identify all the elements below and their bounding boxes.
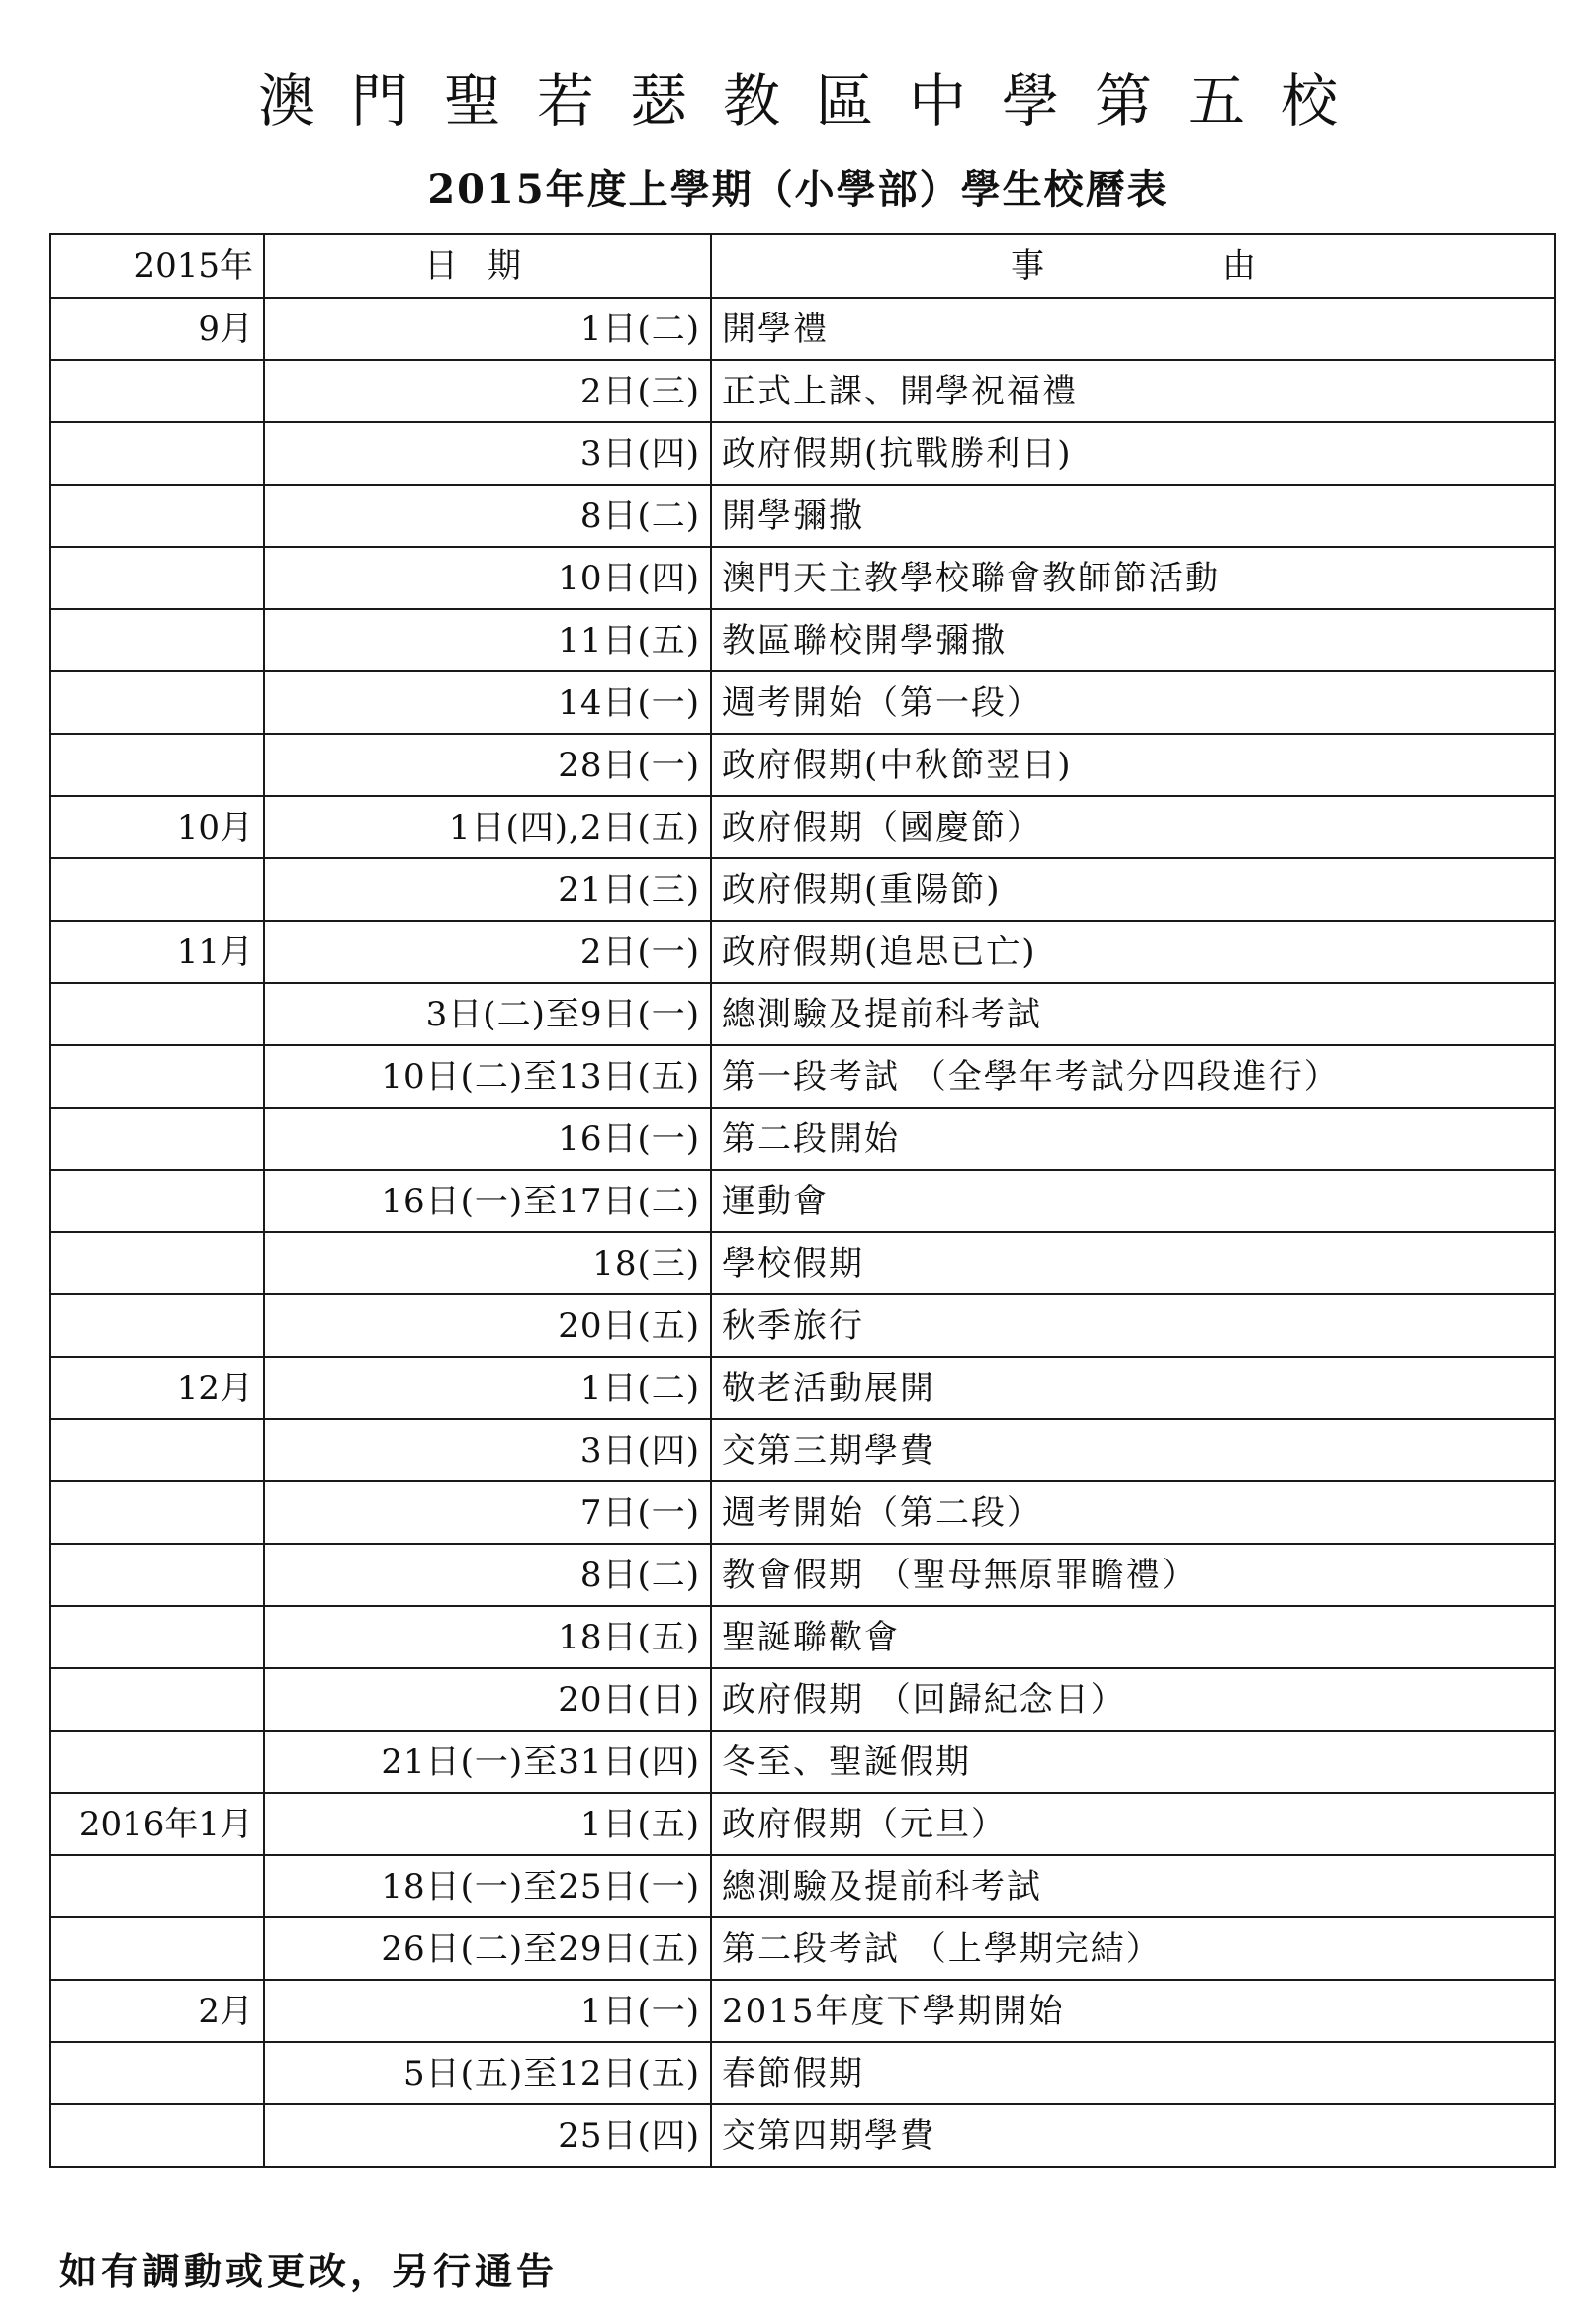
- month-cell: [50, 609, 264, 671]
- date-cell: 2日(三): [264, 360, 711, 422]
- month-cell: [50, 1481, 264, 1544]
- month-cell: [50, 983, 264, 1045]
- table-row: [50, 1294, 1555, 1357]
- date-cell: 18(三): [264, 1232, 711, 1294]
- calendar-subtitle: 2015年度上學期（小學部）學生校曆表: [427, 166, 1169, 213]
- event-cell: 交第三期學費: [711, 1419, 1555, 1481]
- date-cell: 10日(二)至13日(五): [264, 1045, 711, 1108]
- event-cell: 運動會: [711, 1170, 1555, 1232]
- table-row: [50, 422, 1555, 485]
- column-header-year: 2015年: [50, 234, 264, 298]
- event-cell: 敬老活動展開: [711, 1357, 1555, 1419]
- event-cell: 2015年度下學期開始: [711, 1980, 1555, 2042]
- date-cell: 8日(二): [264, 485, 711, 547]
- event-cell: 聖誕聯歡會: [711, 1606, 1555, 1668]
- month-cell: [50, 1045, 264, 1108]
- event-cell: 正式上課、開學祝福禮: [711, 360, 1555, 422]
- table-row: [50, 858, 1555, 921]
- event-cell: 總測驗及提前科考試: [711, 1855, 1555, 1917]
- footer-note: 如有調動或更改，另行通告: [59, 2249, 559, 2293]
- event-cell: 第二段開始: [711, 1108, 1555, 1170]
- table-row: [50, 1481, 1555, 1544]
- date-cell: 14日(一): [264, 671, 711, 734]
- date-cell: 8日(二): [264, 1544, 711, 1606]
- event-cell: 教區聯校開學彌撒: [711, 609, 1555, 671]
- event-cell: 學校假期: [711, 1232, 1555, 1294]
- date-cell: 1日(二): [264, 298, 711, 360]
- date-cell: 3日(四): [264, 1419, 711, 1481]
- event-cell: 澳門天主教學校聯會教師節活動: [711, 547, 1555, 609]
- date-cell: 26日(二)至29日(五): [264, 1917, 711, 1980]
- month-cell: [50, 858, 264, 921]
- month-cell: [50, 1294, 264, 1357]
- event-cell: 開學禮: [711, 298, 1555, 360]
- month-cell: [50, 547, 264, 609]
- event-cell: 春節假期: [711, 2042, 1555, 2104]
- event-cell: 週考開始（第一段）: [711, 671, 1555, 734]
- date-cell: 1日(一): [264, 1980, 711, 2042]
- table-row: [50, 609, 1555, 671]
- month-cell: [50, 422, 264, 485]
- month-cell: 10月: [50, 796, 264, 858]
- table-row: [50, 983, 1555, 1045]
- table-row: [50, 734, 1555, 796]
- event-cell: 政府假期（元旦）: [711, 1793, 1555, 1855]
- event-cell: 政府假期 （回歸紀念日）: [711, 1668, 1555, 1731]
- event-cell: 政府假期(重陽節): [711, 858, 1555, 921]
- table-row: [50, 921, 1555, 983]
- table-header-row: [50, 234, 1555, 298]
- event-cell: 第二段考試 （上學期完結）: [711, 1917, 1555, 1980]
- month-cell: 12月: [50, 1357, 264, 1419]
- event-cell: 政府假期(抗戰勝利日): [711, 422, 1555, 485]
- table-row: [50, 1606, 1555, 1668]
- table-row: [50, 1855, 1555, 1917]
- column-header-event: 事由: [711, 234, 1555, 298]
- month-cell: [50, 1668, 264, 1731]
- date-cell: 20日(五): [264, 1294, 711, 1357]
- date-cell: 16日(一): [264, 1108, 711, 1170]
- table-row: [50, 1170, 1555, 1232]
- event-cell: 週考開始（第二段）: [711, 1481, 1555, 1544]
- date-cell: 18日(五): [264, 1606, 711, 1668]
- month-cell: 9月: [50, 298, 264, 360]
- month-cell: [50, 1544, 264, 1606]
- table-row: [50, 1045, 1555, 1108]
- table-row: [50, 1357, 1555, 1419]
- date-cell: 21日(三): [264, 858, 711, 921]
- month-cell: [50, 1855, 264, 1917]
- table-row: [50, 1419, 1555, 1481]
- event-cell: 開學彌撒: [711, 485, 1555, 547]
- event-cell: 政府假期(中秋節翌日): [711, 734, 1555, 796]
- date-cell: 25日(四): [264, 2104, 711, 2167]
- table-row: [50, 1980, 1555, 2042]
- event-cell: 總測驗及提前科考試: [711, 983, 1555, 1045]
- calendar-table-body: [50, 298, 1555, 2167]
- table-row: [50, 547, 1555, 609]
- table-row: [50, 1544, 1555, 1606]
- table-row: [50, 1917, 1555, 1980]
- date-cell: 21日(一)至31日(四): [264, 1731, 711, 1793]
- table-row: [50, 1108, 1555, 1170]
- date-cell: 11日(五): [264, 609, 711, 671]
- month-cell: [50, 1232, 264, 1294]
- date-cell: 1日(四),2日(五): [264, 796, 711, 858]
- month-cell: [50, 360, 264, 422]
- table-row: [50, 796, 1555, 858]
- event-cell: 政府假期(追思已亡): [711, 921, 1555, 983]
- date-cell: 7日(一): [264, 1481, 711, 1544]
- school-name: 澳門聖若瑟教區中學第五校: [257, 67, 1374, 134]
- month-cell: [50, 1419, 264, 1481]
- date-cell: 18日(一)至25日(一): [264, 1855, 711, 1917]
- date-cell: 5日(五)至12日(五): [264, 2042, 711, 2104]
- event-cell: 第一段考試 （全學年考試分四段進行）: [711, 1045, 1555, 1108]
- table-row: [50, 2042, 1555, 2104]
- month-cell: 2016年1月: [50, 1793, 264, 1855]
- month-cell: [50, 2104, 264, 2167]
- month-cell: [50, 1917, 264, 1980]
- date-cell: 16日(一)至17日(二): [264, 1170, 711, 1232]
- table-row: [50, 360, 1555, 422]
- date-cell: 20日(日): [264, 1668, 711, 1731]
- event-cell: 教會假期 （聖母無原罪瞻禮）: [711, 1544, 1555, 1606]
- table-row: [50, 1232, 1555, 1294]
- date-cell: 1日(五): [264, 1793, 711, 1855]
- month-cell: 11月: [50, 921, 264, 983]
- date-cell: 10日(四): [264, 547, 711, 609]
- month-cell: [50, 734, 264, 796]
- month-cell: [50, 2042, 264, 2104]
- table-row: [50, 671, 1555, 734]
- table-row: [50, 1668, 1555, 1731]
- date-cell: 2日(一): [264, 921, 711, 983]
- table-row: [50, 1793, 1555, 1855]
- table-row: [50, 2104, 1555, 2167]
- date-cell: 1日(二): [264, 1357, 711, 1419]
- month-cell: [50, 1731, 264, 1793]
- table-row: [50, 1731, 1555, 1793]
- month-cell: [50, 485, 264, 547]
- school-calendar-table: [49, 233, 1556, 2168]
- month-cell: [50, 1108, 264, 1170]
- table-row: [50, 298, 1555, 360]
- month-cell: 2月: [50, 1980, 264, 2042]
- month-cell: [50, 1170, 264, 1232]
- month-cell: [50, 1606, 264, 1668]
- event-cell: 交第四期學費: [711, 2104, 1555, 2167]
- column-header-date: 日期: [264, 234, 711, 298]
- table-row: [50, 485, 1555, 547]
- date-cell: 3日(二)至9日(一): [264, 983, 711, 1045]
- event-cell: 冬至、聖誕假期: [711, 1731, 1555, 1793]
- month-cell: [50, 671, 264, 734]
- date-cell: 28日(一): [264, 734, 711, 796]
- date-cell: 3日(四): [264, 422, 711, 485]
- event-cell: 秋季旅行: [711, 1294, 1555, 1357]
- event-cell: 政府假期（國慶節）: [711, 796, 1555, 858]
